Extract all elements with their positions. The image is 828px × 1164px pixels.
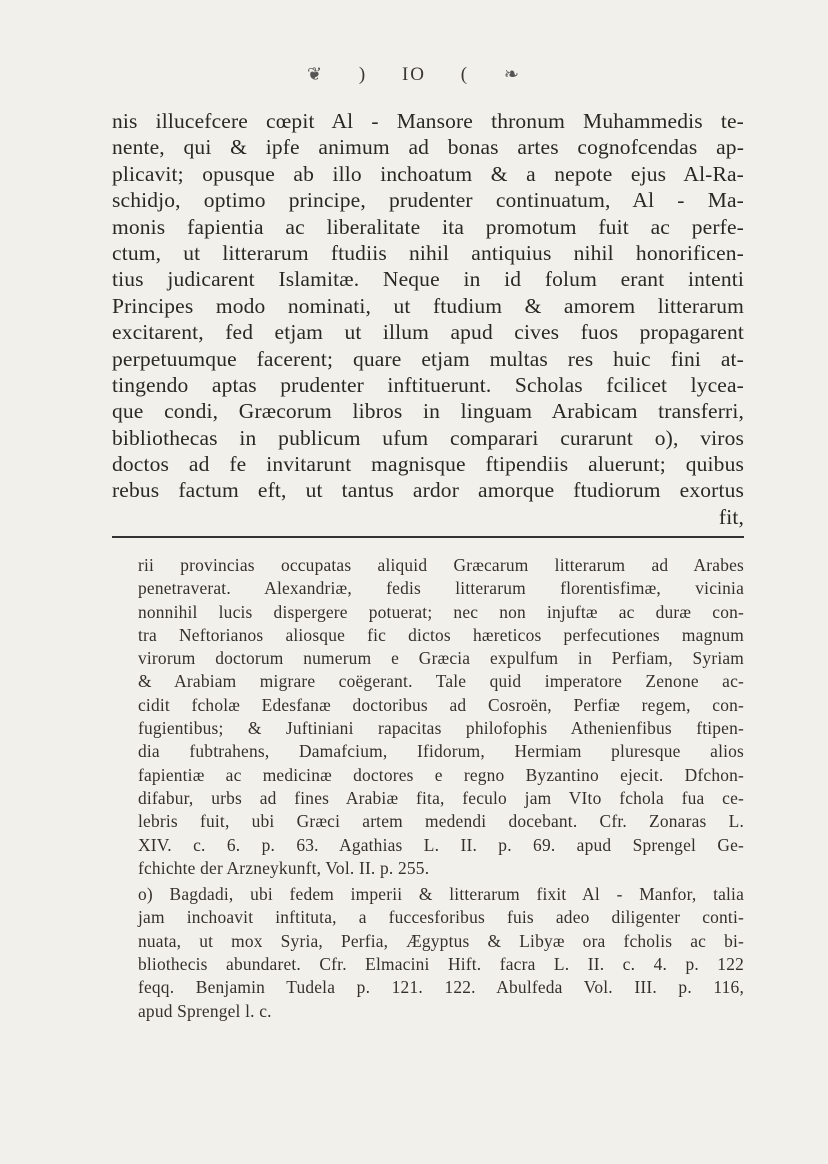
text-line: excitarent, fed etjam ut illum apud cives fuos propagarent — [112, 320, 744, 345]
footnote-line: XIV. c. 6. p. 63. Agathias L. II. p. 69. apud Sprengel Ge- — [138, 834, 744, 855]
page-header — [0, 64, 828, 86]
footnote-line: virorum doctorum numerum e Græcia expulfum in Perfiam, Syriam — [138, 648, 744, 669]
text-line: tius judicarent Islamitæ. Neque in id folum erant intenti — [112, 267, 744, 292]
footnote-line: bliothecis abundaret. Cfr. Elmacini Hift. facra L. II. c. 4. p. 122 — [138, 954, 744, 975]
footnote-line: o) Bagdadi, ubi fedem imperii & litterarum fixit Al - Manfor, talia — [138, 884, 744, 905]
footnote-line: tra Neftorianos aliosque fic dictos hæreticos perfecutiones magnum — [138, 624, 744, 645]
text-line: rebus factum eft, ut tantus ardor amorque ftudiorum exortus — [112, 478, 744, 503]
text-line: fit, — [718, 504, 744, 529]
footnote-line: dia fubtrahens, Damafcium, Ifidorum, Hermiam pluresque alios — [138, 741, 744, 762]
footnote-line: difabur, urbs ad fines Arabiæ fita, feculo jam VIto fchola fua ce- — [138, 787, 744, 808]
text-line: perpetuumque facerent; quare etjam multas res huic fini at- — [112, 346, 744, 371]
left-paren: ) — [358, 64, 368, 85]
text-line: nente, qui & ipfe animum ad bonas artes cognofcendas ap- — [112, 135, 744, 160]
footnote-line: apud Sprengel l. c. — [138, 1000, 272, 1021]
footnote-line: nuata, ut mox Syria, Perfia, Ægyptus & Libyæ ora fcholis ac bi- — [138, 930, 744, 951]
text-line: monis fapientia ac liberalitate ita promotum fuit ac perfe- — [112, 214, 744, 239]
footnote-line: lebris fuit, ubi Græci artem medendi docebant. Cfr. Zonaras L. — [138, 811, 744, 832]
right-fleuron-icon: ❧ — [503, 64, 521, 84]
footnote-line: cidit fcholæ Edesfanæ doctoribus ad Cosroën, Perfiæ regem, con- — [138, 694, 744, 715]
footnote-divider — [112, 536, 744, 538]
footnote-line: penetraverat. Alexandriæ, fedis litterarum florentisfimæ, vicinia — [138, 578, 744, 599]
page-number: IO — [401, 64, 427, 85]
left-fleuron-icon: ❦ — [307, 64, 325, 84]
text-line: Principes modo nominati, ut ftudium & amorem litterarum — [112, 293, 744, 318]
footnote-line: fapientiæ ac medicinæ doctores e regno Byzantino ejecit. Dfchon- — [138, 764, 744, 785]
footnote-line: rii provincias occupatas aliquid Græcarum litterarum ad Arabes — [138, 555, 744, 575]
footnotes-block — [138, 554, 744, 1023]
footnote-line: feqq. Benjamin Tudela p. 121. 122. Abulfeda Vol. III. p. 116, — [138, 977, 744, 998]
footnote-line: & Arabiam migrare coëgerant. Tale quid imperatore Zenone ac- — [138, 671, 744, 692]
footnote-line: jam inchoavit inftituta, a fuccesforibus fuis adeo diligenter conti- — [138, 907, 744, 928]
text-line: bibliothecas in publicum ufum comparari curarunt o), viros — [112, 425, 744, 450]
right-paren: ( — [460, 64, 470, 85]
text-line: ctum, ut litterarum ftudiis nihil antiquius nihil honorificen- — [112, 240, 744, 265]
main-text-block — [112, 108, 744, 530]
text-line: nis illucefcere cœpit Al - Mansore thronum Muhammedis te- — [112, 109, 744, 133]
text-line: doctos ad fe invitarunt magnisque ftipendiis aluerunt; quibus — [112, 452, 744, 477]
text-line: schidjo, optimo principe, prudenter continuatum, Al - Ma- — [112, 188, 744, 213]
text-line: plicavit; opusque ab illo inchoatum & a nepote ejus Al-Ra- — [112, 161, 744, 186]
footnote-o — [138, 883, 744, 1023]
footnote-line: fchichte der Arzneykunft, Vol. II. p. 255. — [138, 857, 430, 878]
footnote-n — [138, 554, 744, 880]
text-line: que condi, Græcorum libros in linguam Arabicam transferri, — [112, 399, 744, 424]
text-line: tingendo aptas prudenter inftituerunt. Scholas fcilicet lycea- — [112, 372, 744, 397]
footnote-line: nonnihil lucis dispergere potuerat; nec non injuftæ ac duræ con- — [138, 601, 744, 622]
footnote-line: fugientibus; & Juftiniani rapacitas philofophis Athenienfibus ftipen- — [138, 718, 744, 739]
